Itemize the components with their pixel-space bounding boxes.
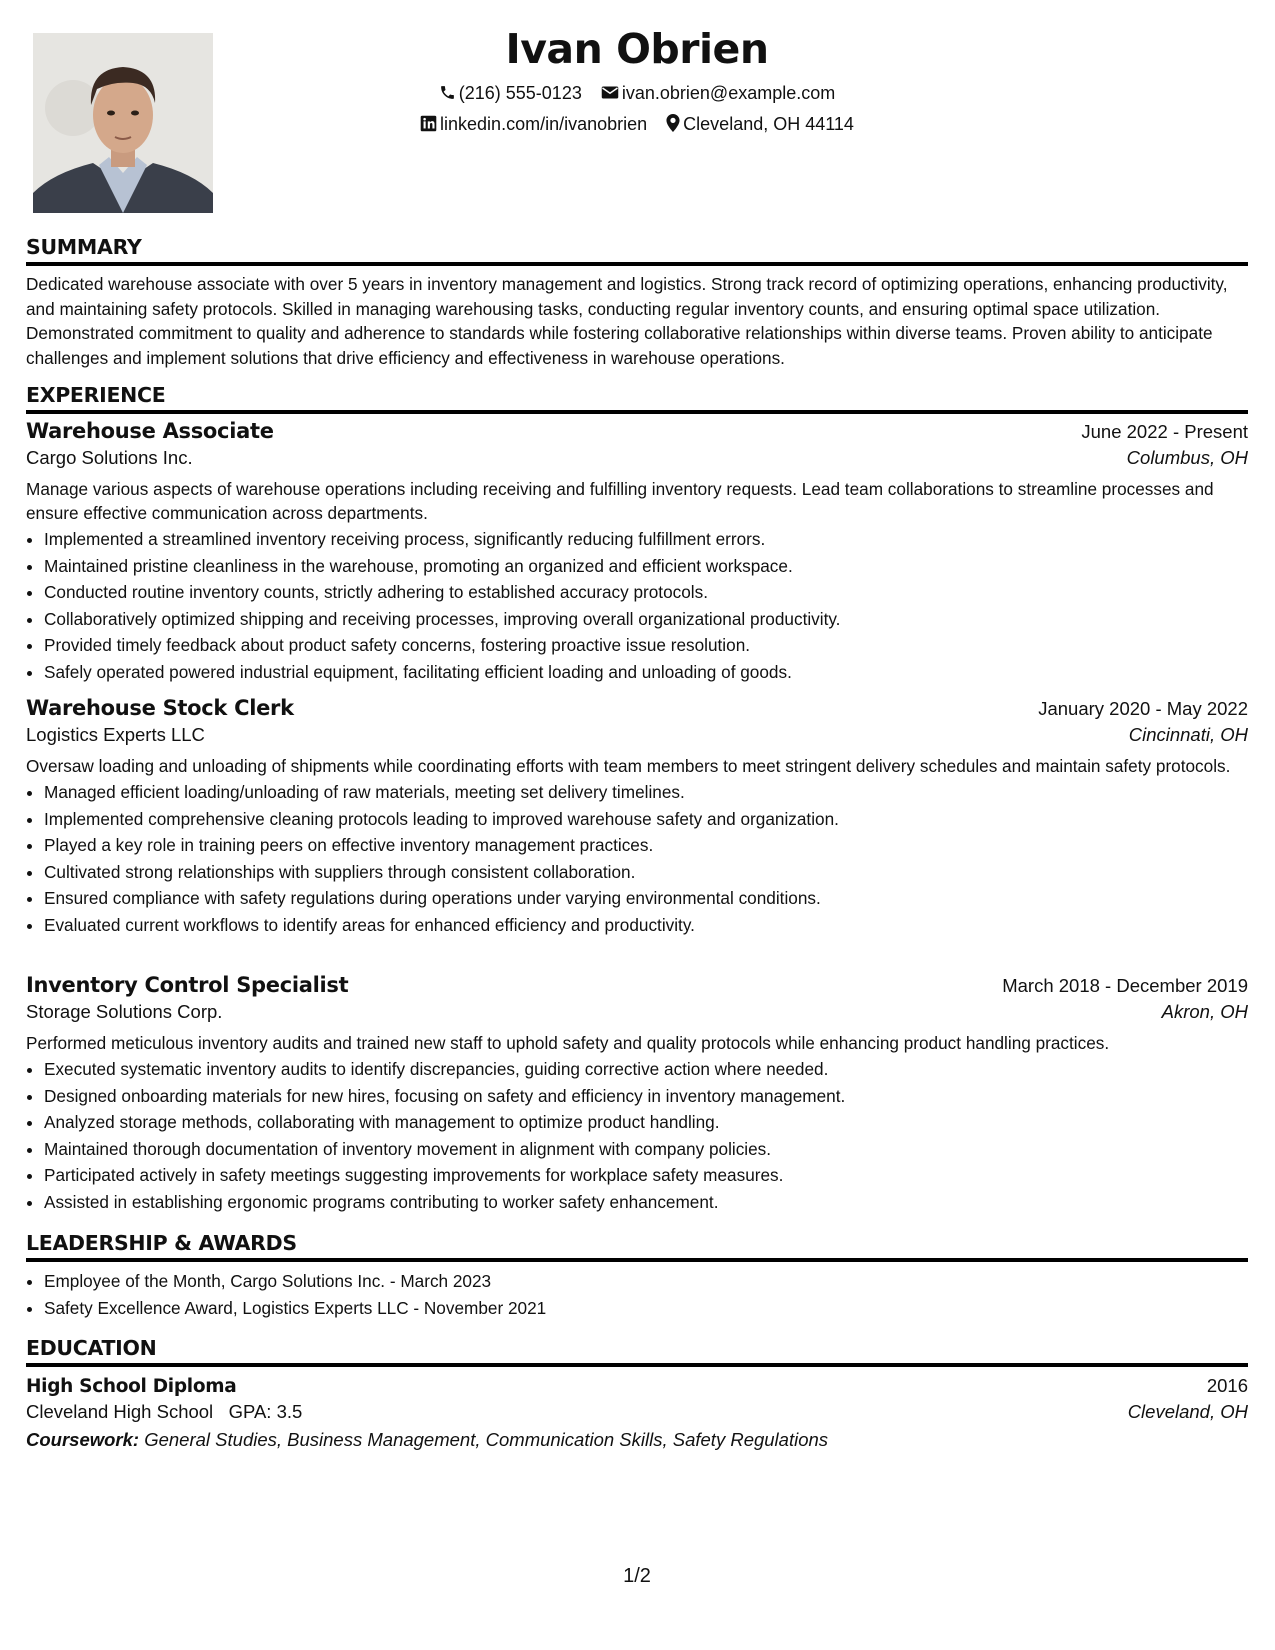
job-dates: March 2018 - December 2019 bbox=[1002, 975, 1248, 996]
job-title: Warehouse Associate bbox=[26, 419, 274, 443]
job-entry bbox=[26, 419, 1248, 685]
summary-text: Dedicated warehouse associate with over 5 years in inventory management and logistics. Strong track record of optimizing operations, enhancing productivity, and maintaining safety protocols. Skilled in managing warehousing tasks, conducting regular inventory counts, and ensuring optimal space utilization. Demonstrated commitment to quality and adherence to standards while fostering collaborative relationships within diverse teams. Proven ability to anticipate challenges and implement solutions that drive efficiency and effectiveness in warehouse operations. bbox=[26, 274, 1228, 368]
section-divider bbox=[26, 262, 1248, 266]
location-text: Cleveland, OH 44114 bbox=[683, 114, 854, 134]
contact-line-2 bbox=[26, 109, 1248, 140]
job-title: Warehouse Stock Clerk bbox=[26, 696, 294, 720]
list-item: • Safety Excellence Award, Logistics Experts LLC - November 2021 bbox=[44, 1295, 1248, 1322]
job-dates: January 2020 - May 2022 bbox=[1038, 698, 1248, 719]
list-item: • Safely operated powered industrial equipment, facilitating efficient loading and unloading of goods. bbox=[44, 659, 1248, 686]
page-number: 1/2 bbox=[623, 1565, 651, 1587]
list-item: • Designed onboarding materials for new hires, focusing on safety and efficiency in inventory management. bbox=[44, 1083, 1248, 1110]
linkedin-icon bbox=[420, 115, 437, 132]
list-item: • Managed efficient loading/unloading of raw materials, meeting set delivery timelines. bbox=[44, 779, 1248, 806]
coursework-list: General Studies, Business Management, Communication Skills, Safety Regulations bbox=[144, 1429, 829, 1450]
awards-list bbox=[26, 1268, 1248, 1321]
job-title: Inventory Control Specialist bbox=[26, 973, 349, 997]
section-divider bbox=[26, 1363, 1248, 1367]
school-name: Cleveland High School bbox=[26, 1401, 214, 1422]
list-item: • Evaluated current workflows to identify areas for enhanced efficiency and productivity. bbox=[44, 912, 1248, 939]
job-location: Columbus, OH bbox=[1126, 447, 1248, 468]
gpa: GPA: 3.5 bbox=[228, 1401, 303, 1422]
linkedin-contact[interactable] bbox=[420, 109, 647, 140]
list-item: • Employee of the Month, Cargo Solutions Inc. - March 2023 bbox=[44, 1268, 1248, 1295]
job-bullets bbox=[26, 1056, 1248, 1215]
list-item: • Participated actively in safety meetings suggesting improvements for workplace safety measures. bbox=[44, 1162, 1248, 1189]
graduation-year: 2016 bbox=[1206, 1375, 1248, 1396]
list-item: • Analyzed storage methods, collaborating with management to optimize product handling. bbox=[44, 1109, 1248, 1136]
list-item: • Executed systematic inventory audits to identify discrepancies, guiding corrective action where needed. bbox=[44, 1056, 1248, 1083]
email-address[interactable]: ivan.obrien@example.com bbox=[621, 83, 836, 103]
job-location: Akron, OH bbox=[1161, 1001, 1248, 1022]
candidate-name: Ivan Obrien bbox=[505, 25, 769, 73]
envelope-icon bbox=[601, 84, 619, 101]
linkedin-url[interactable]: linkedin.com/in/ivanobrien bbox=[440, 114, 648, 134]
list-item: • Maintained thorough documentation of inventory movement in alignment with company policies. bbox=[44, 1136, 1248, 1163]
degree-title: High School Diploma bbox=[26, 1376, 237, 1397]
location-contact bbox=[666, 109, 854, 140]
section-title-summary: SUMMARY bbox=[26, 235, 142, 259]
contact-line-1 bbox=[26, 78, 1248, 109]
list-item: • Assisted in establishing ergonomic programs contributing to worker safety enhancement. bbox=[44, 1189, 1248, 1216]
section-divider bbox=[26, 1258, 1248, 1262]
experience-section bbox=[26, 380, 1248, 414]
education-section bbox=[26, 1333, 1248, 1451]
coursework-label: Coursework: bbox=[26, 1429, 140, 1450]
section-title-experience: EXPERIENCE bbox=[26, 383, 166, 407]
list-item: • Played a key role in training peers on effective inventory management practices. bbox=[44, 832, 1248, 859]
phone-number: (216) 555-0123 bbox=[458, 83, 582, 103]
list-item: • Implemented a streamlined inventory receiving process, significantly reducing fulfillment errors. bbox=[44, 526, 1248, 553]
list-item: • Implemented comprehensive cleaning protocols leading to improved warehouse safety and organization. bbox=[44, 806, 1248, 833]
job-bullets bbox=[26, 526, 1248, 685]
job-entry bbox=[26, 696, 1248, 938]
school-info bbox=[26, 1401, 302, 1423]
list-item: • Collaboratively optimized shipping and receiving processes, improving overall organizational productivity. bbox=[44, 606, 1248, 633]
list-item: • Conducted routine inventory counts, strictly adhering to established accuracy protocols. bbox=[44, 579, 1248, 606]
job-dates: June 2022 - Present bbox=[1081, 421, 1248, 442]
company-name: Logistics Experts LLC bbox=[26, 724, 205, 745]
list-item: • Ensured compliance with safety regulations during operations under varying environmental conditions. bbox=[44, 885, 1248, 912]
job-bullets bbox=[26, 779, 1248, 938]
resume-page bbox=[26, 0, 1248, 1650]
company-name: Storage Solutions Corp. bbox=[26, 1001, 223, 1022]
school-location: Cleveland, OH bbox=[1127, 1401, 1248, 1422]
job-entry bbox=[26, 973, 1248, 1215]
phone-contact bbox=[439, 78, 582, 109]
section-title-awards: LEADERSHIP & AWARDS bbox=[26, 1231, 297, 1255]
job-description: Oversaw loading and unloading of shipments while coordinating efforts with team members to meet stringent delivery schedules and maintain safety protocols. bbox=[26, 756, 1231, 776]
job-location: Cincinnati, OH bbox=[1128, 724, 1248, 745]
resume-header bbox=[26, 20, 1248, 140]
section-title-education: EDUCATION bbox=[26, 1336, 157, 1360]
summary-section bbox=[26, 232, 1248, 370]
list-item: • Maintained pristine cleanliness in the warehouse, promoting an organized and efficient workspace. bbox=[44, 553, 1248, 580]
awards-section bbox=[26, 1228, 1248, 1321]
map-pin-icon bbox=[666, 114, 680, 132]
list-item: • Cultivated strong relationships with suppliers through consistent collaboration. bbox=[44, 859, 1248, 886]
job-description: Manage various aspects of warehouse operations including receiving and fulfilling inventory requests. Lead team collaborations to streamline processes and ensure effective communication across departments. bbox=[26, 479, 1214, 523]
email-contact[interactable] bbox=[601, 78, 835, 109]
job-description: Performed meticulous inventory audits and trained new staff to uphold safety and quality protocols while enhancing product handling practices. bbox=[26, 1033, 1110, 1053]
phone-icon bbox=[439, 84, 456, 101]
section-divider bbox=[26, 410, 1248, 414]
company-name: Cargo Solutions Inc. bbox=[26, 447, 193, 468]
list-item: • Provided timely feedback about product safety concerns, fostering proactive issue resolution. bbox=[44, 632, 1248, 659]
coursework bbox=[26, 1429, 1248, 1451]
